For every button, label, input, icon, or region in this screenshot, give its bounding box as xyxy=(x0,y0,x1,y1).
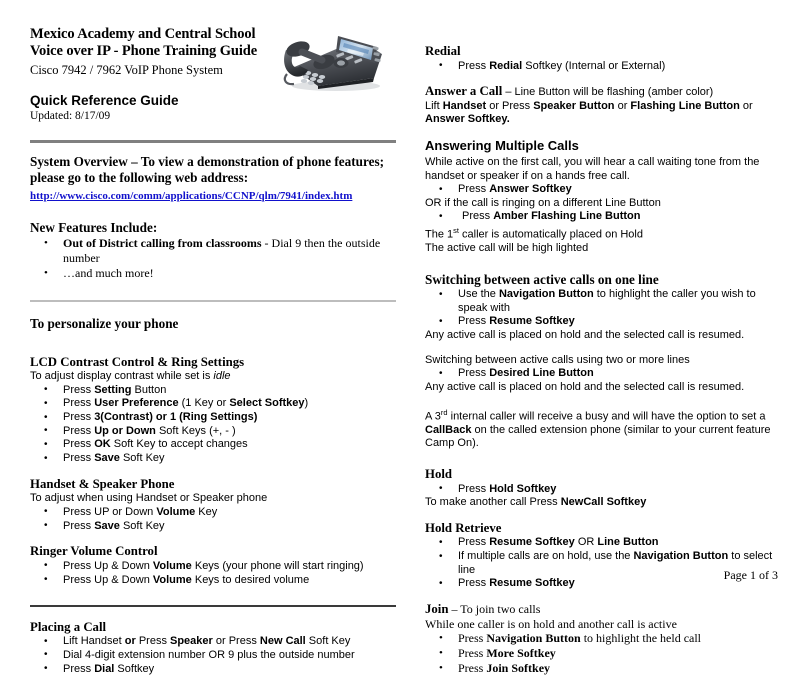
join-heading-rest: – To join two calls xyxy=(448,602,541,617)
new-features-list xyxy=(30,236,396,281)
lcd-contrast-section xyxy=(30,355,396,466)
switching-list-1 xyxy=(425,288,783,329)
quick-reference-heading: Quick Reference Guide xyxy=(30,93,179,108)
cisco-ip-phone-image xyxy=(278,16,390,92)
note1-pre: The 1 xyxy=(425,228,454,241)
handset-speaker-heading: Handset & Speaker Phone xyxy=(30,476,175,491)
switching-heading: Switching between active calls on one line xyxy=(425,272,659,288)
updated-date: Updated: 8/17/09 xyxy=(30,110,111,122)
lcd-contrast-list xyxy=(30,384,396,466)
hold-retrieve-heading: Hold Retrieve xyxy=(425,520,502,535)
new-features-heading: New Features Include: xyxy=(30,220,158,235)
list-item xyxy=(30,266,396,281)
answer-a-call-heading-rest: – Line Button will be flashing (amber color) xyxy=(502,86,714,99)
redial-list xyxy=(425,60,783,74)
list-item: • Press More Softkey xyxy=(425,646,783,661)
cisco-demo-link[interactable]: http://www.cisco.com/comm/applications/CCNP/qlm/7941/index.htm xyxy=(30,190,353,202)
lcd-contrast-heading: LCD Contrast Control & Ring Settings xyxy=(30,354,245,369)
list-item: • Press Redial Softkey (Internal or External) xyxy=(425,60,783,74)
placing-a-call-heading: Placing a Call xyxy=(30,619,107,634)
list-item: • Press UP or Down Volume Key xyxy=(30,506,396,520)
join-heading xyxy=(425,602,783,617)
new-feature-bold-0: Out of District calling from classrooms xyxy=(63,236,262,250)
list-item: • Press Hold Softkey xyxy=(425,483,783,497)
list-item: • Dial 4-digit extension number OR 9 plus the outside number xyxy=(30,649,396,663)
lcd-contrast-intro xyxy=(30,370,396,384)
note1-post: caller is automatically placed on Hold xyxy=(458,228,643,241)
placing-a-call-list xyxy=(30,635,396,676)
personalize-heading: To personalize your phone xyxy=(30,315,179,331)
callback-sup: rd xyxy=(440,407,448,417)
answering-multiple-calls-section xyxy=(425,138,783,256)
answering-multiple-mid-line: OR if the call is ringing on a different Line Button xyxy=(425,196,661,209)
hold-note: To make another call Press NewCall Softkey xyxy=(425,496,647,509)
list-item: • Press 3(Contrast) or 1 (Ring Settings) xyxy=(30,411,396,425)
page-number-label: Page 1 of 3 xyxy=(723,568,778,582)
switching-calls-section xyxy=(425,272,783,451)
switching-subheading: Switching between active calls using two or more lines xyxy=(425,353,690,366)
header-title-line-2: Voice over IP - Phone Training Guide xyxy=(30,43,258,59)
answer-a-call-section xyxy=(425,84,783,127)
join-heading-bold: Join xyxy=(425,602,449,617)
answer-a-call-heading xyxy=(425,84,783,100)
note1-sup: st xyxy=(453,226,459,236)
join-list xyxy=(425,631,783,676)
new-feature-rest-0: - Dial 9 then the outside number xyxy=(63,236,381,265)
list-item: • Press Setting Button xyxy=(30,384,396,398)
answering-multiple-note-2: The active call will be high lighted xyxy=(425,242,589,255)
header-subtitle: Cisco 7942 / 7962 VoIP Phone System xyxy=(30,63,223,77)
callback-note xyxy=(425,406,783,451)
list-item: • Use the Navigation Button to highlight the caller you wish to speak with xyxy=(425,288,783,315)
list-item: • If multiple calls are on hold, use the Navigation Button to select line xyxy=(425,550,783,577)
list-item: • Press Dial Softkey xyxy=(30,663,396,676)
lcd-intro-italic: idle xyxy=(213,370,231,382)
list-item: • Press Resume Softkey OR Line Button xyxy=(425,536,783,550)
list-item: • Press Navigation Button to highlight the held call xyxy=(425,631,783,646)
handset-speaker-list xyxy=(30,506,396,533)
answering-multiple-note-1 xyxy=(425,224,783,242)
redial-heading: Redial xyxy=(425,44,461,58)
list-item xyxy=(30,236,396,266)
callback-post: internal caller will receive a busy and will have the option to set a CallBack on the called extension phone (similar to your current feature Camp On). xyxy=(425,410,771,450)
list-item: • Lift Handset or Press Speaker or Press New Call Soft Key xyxy=(30,635,396,649)
lcd-intro-plain: To adjust display contrast while set is xyxy=(30,370,214,382)
handset-speaker-intro: To adjust when using Handset or Speaker phone xyxy=(30,492,268,505)
header-title-line-1: Mexico Academy and Central School xyxy=(30,26,256,42)
list-item: • Press Save Soft Key xyxy=(30,520,396,534)
switching-note-2: Any active call is placed on hold and the selected call is resumed. xyxy=(425,381,745,394)
page-footer xyxy=(0,568,778,583)
hold-section xyxy=(425,467,783,510)
list-item: • Press Resume Softkey xyxy=(425,577,783,591)
list-item: • Press User Preference (1 Key or Select Softkey) xyxy=(30,397,396,411)
redial-section xyxy=(425,44,783,73)
join-intro: While one caller is on hold and another call is active xyxy=(425,616,677,631)
switching-list-2 xyxy=(425,367,783,381)
ringer-volume-heading: Ringer Volume Control xyxy=(30,544,158,559)
list-item: • Press Desired Line Button xyxy=(425,367,783,381)
callback-pre: A 3 xyxy=(425,410,441,423)
list-item: • Press Amber Flashing Line Button xyxy=(425,210,783,224)
list-item: • Press Save Soft Key xyxy=(30,452,396,466)
join-section xyxy=(425,602,783,676)
list-item: • Press Up & Down Volume Keys (your phone will start ringing) xyxy=(30,560,396,574)
switching-note-1: Any active call is placed on hold and the selected call is resumed. xyxy=(425,329,745,342)
answering-multiple-list-1 xyxy=(425,183,783,197)
handset-speaker-section xyxy=(30,477,396,534)
answer-a-call-heading-bold: Answer a Call xyxy=(425,84,503,99)
answering-multiple-heading: Answering Multiple Calls xyxy=(425,137,579,153)
hold-heading: Hold xyxy=(425,467,453,482)
list-item: • Press Answer Softkey xyxy=(425,183,783,197)
system-overview-heading-line-1: System Overview – To view a demonstration of phone features; xyxy=(30,154,384,169)
answer-a-call-line-2: Lift Handset or Press Speaker Button or Flashing Line Button or Answer Softkey. xyxy=(425,99,753,126)
hold-list xyxy=(425,483,783,497)
system-overview-section xyxy=(30,154,396,204)
new-features-section xyxy=(30,220,396,281)
new-feature-rest-1: …and much more! xyxy=(63,266,154,280)
list-item: • Press OK Soft Key to accept changes xyxy=(30,438,396,452)
system-overview-heading-line-2: please go to the following web address: xyxy=(30,170,249,185)
answering-multiple-intro: While active on the first call, you will hear a call waiting tone from the handset or speaker if on a hands free call. xyxy=(425,155,760,182)
list-item: • Press Resume Softkey xyxy=(425,315,783,329)
list-item: • Press Up or Down Soft Keys (+, - ) xyxy=(30,425,396,439)
list-item: • Press Join Softkey xyxy=(425,661,783,676)
placing-a-call-section xyxy=(30,620,396,676)
list-item: • Press Up & Down Volume Keys to desired volume xyxy=(30,574,396,588)
answering-multiple-list-2 xyxy=(425,210,783,224)
